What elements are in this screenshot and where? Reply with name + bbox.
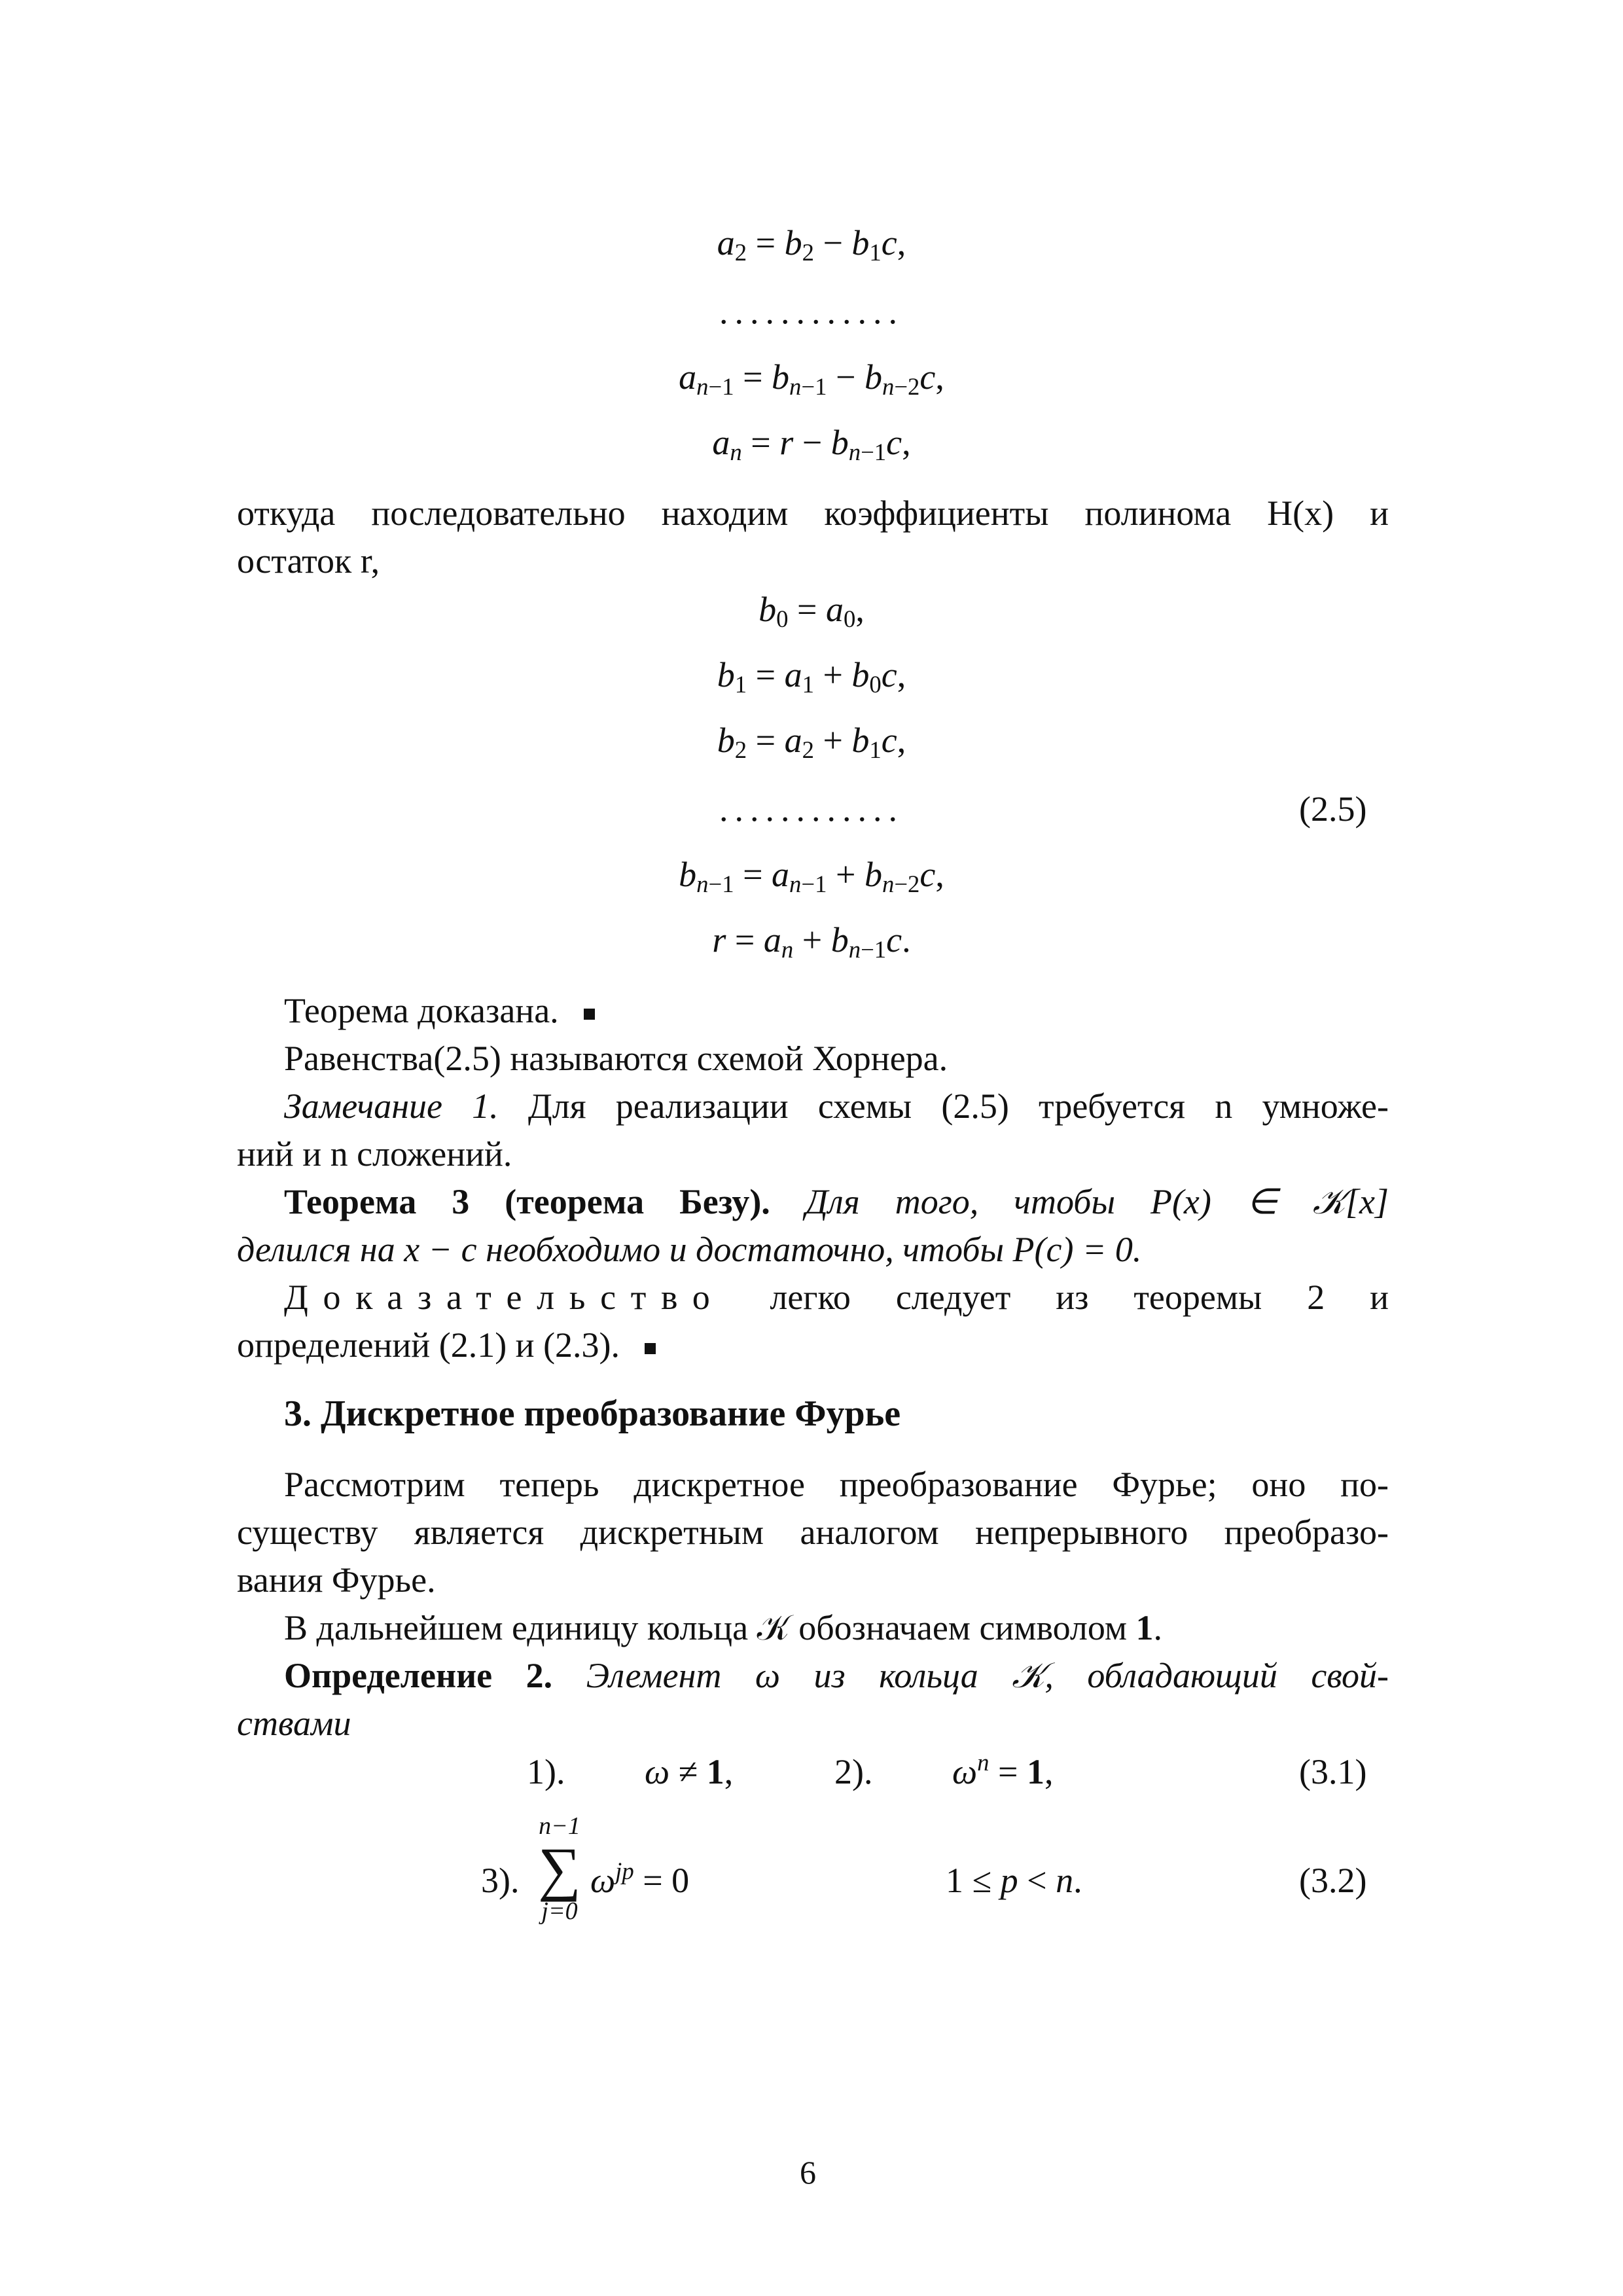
section-title: 3. Дискретное преобразование Фурье <box>284 1393 901 1434</box>
eq31-item1: 1). <box>527 1752 565 1791</box>
theorem-3-label: Теорема 3 (теорема Безу). <box>284 1182 770 1221</box>
definition-2-line1: Элемент ω из кольца 𝒦, обладающий свой- <box>586 1656 1389 1695</box>
theorem-3 <box>237 1178 1389 1274</box>
sum-lower-limit: j=0 <box>541 1897 578 1925</box>
remark-line2: ний и n сложений. <box>237 1134 512 1174</box>
section-p2-text: В дальнейшем единицу кольца 𝒦 обозначаем символом <box>284 1608 1128 1647</box>
eq32-item: 3). <box>481 1861 520 1900</box>
equation-dots-1: ............ <box>719 292 904 331</box>
equation-number-3-2: (3.2) <box>1299 1861 1367 1900</box>
equation-b2: $b_2 = a_2 + b_1c$, <box>717 721 906 764</box>
proof <box>237 1274 1389 1369</box>
eq32-condition: 1 ≤ p < n. <box>946 1861 1082 1900</box>
equation-number-2-5: (2.5) <box>1299 789 1367 829</box>
equation-a2: $a_2 = b_2 - b_1c$, <box>717 223 906 266</box>
proof-line1: легко следует из теоремы 2 и <box>770 1278 1389 1317</box>
qed-square-icon <box>584 1009 595 1020</box>
sum-symbol: ∑ <box>538 1835 581 1902</box>
equation-b0: $b_0 = a_0$, <box>758 590 865 633</box>
equation-b1: $b_1 = a_1 + b_0c$, <box>717 655 906 698</box>
theorem-proved <box>237 987 1389 1083</box>
eq31-expr2: $\omega^n = 1$, <box>952 1748 1054 1791</box>
proof-label: Доказательство <box>284 1278 725 1317</box>
section-p1-line2: существу является дискретным аналогом непрерывного преобразо- <box>237 1513 1389 1552</box>
proof-line2: определений (2.1) и (2.3). <box>237 1325 620 1365</box>
theorem-3-line1: Для того, чтобы P(x) ∈ 𝒦[x] <box>805 1182 1389 1221</box>
summation <box>533 1812 586 1926</box>
section-p2 <box>237 1604 1389 1652</box>
text-after-top-line1: откуда последовательно находим коэффициенты полинома H(x) и <box>237 493 1389 533</box>
text-after-top-line2: остаток r, <box>237 541 380 581</box>
equation-dots-2: ............ <box>719 789 904 829</box>
definition-2-line2: ствами <box>237 1704 351 1743</box>
eq31-item2: 2). <box>834 1752 873 1791</box>
section-p1-line3: вания Фурье. <box>237 1560 436 1600</box>
text-after-top <box>237 490 1389 585</box>
equation-bn-1: $b_{n-1} = a_{n-1} + b_{n-2}c$, <box>679 855 944 898</box>
theorem-3-line2: делился на x − c необходимо и достаточно, чтобы P(c) = 0. <box>237 1230 1142 1269</box>
section-p1-line1: Рассмотрим теперь дискретное преобразование Фурье; оно по- <box>284 1465 1389 1504</box>
definition-2-label: Определение 2. <box>284 1656 553 1695</box>
horner-scheme-text: Равенства(2.5) называются схемой Хорнера. <box>284 1039 948 1078</box>
remark-label: Замечание 1. <box>284 1086 499 1126</box>
equation-number-3-1: (3.1) <box>1299 1752 1367 1791</box>
eq32-term: $\omega^{jp} = 0$ <box>590 1857 690 1900</box>
page-number: 6 <box>800 2154 816 2191</box>
equation-r: $r = a_n + b_{n-1}c$. <box>712 920 911 963</box>
section-p2-one: 1 <box>1135 1608 1154 1647</box>
theorem-proved-text: Теорема доказана. <box>284 991 559 1030</box>
qed-square-icon <box>645 1343 656 1354</box>
section-paragraph-1 <box>237 1461 1389 1652</box>
remark-line1: Для реализации схемы (2.5) требуется n умноже- <box>527 1086 1389 1126</box>
eq31-expr1: ω ≠ 1, <box>645 1752 734 1791</box>
equation-an: $a_n = r - b_{n-1}c$, <box>712 423 911 466</box>
section-p2-period: . <box>1153 1608 1163 1647</box>
definition-2 <box>237 1652 1389 1748</box>
equation-an-1: $a_{n-1} = b_{n-1} - b_{n-2}c$, <box>679 357 944 401</box>
remark-1 <box>237 1083 1389 1178</box>
sum-upper-limit: n−1 <box>539 1812 580 1840</box>
